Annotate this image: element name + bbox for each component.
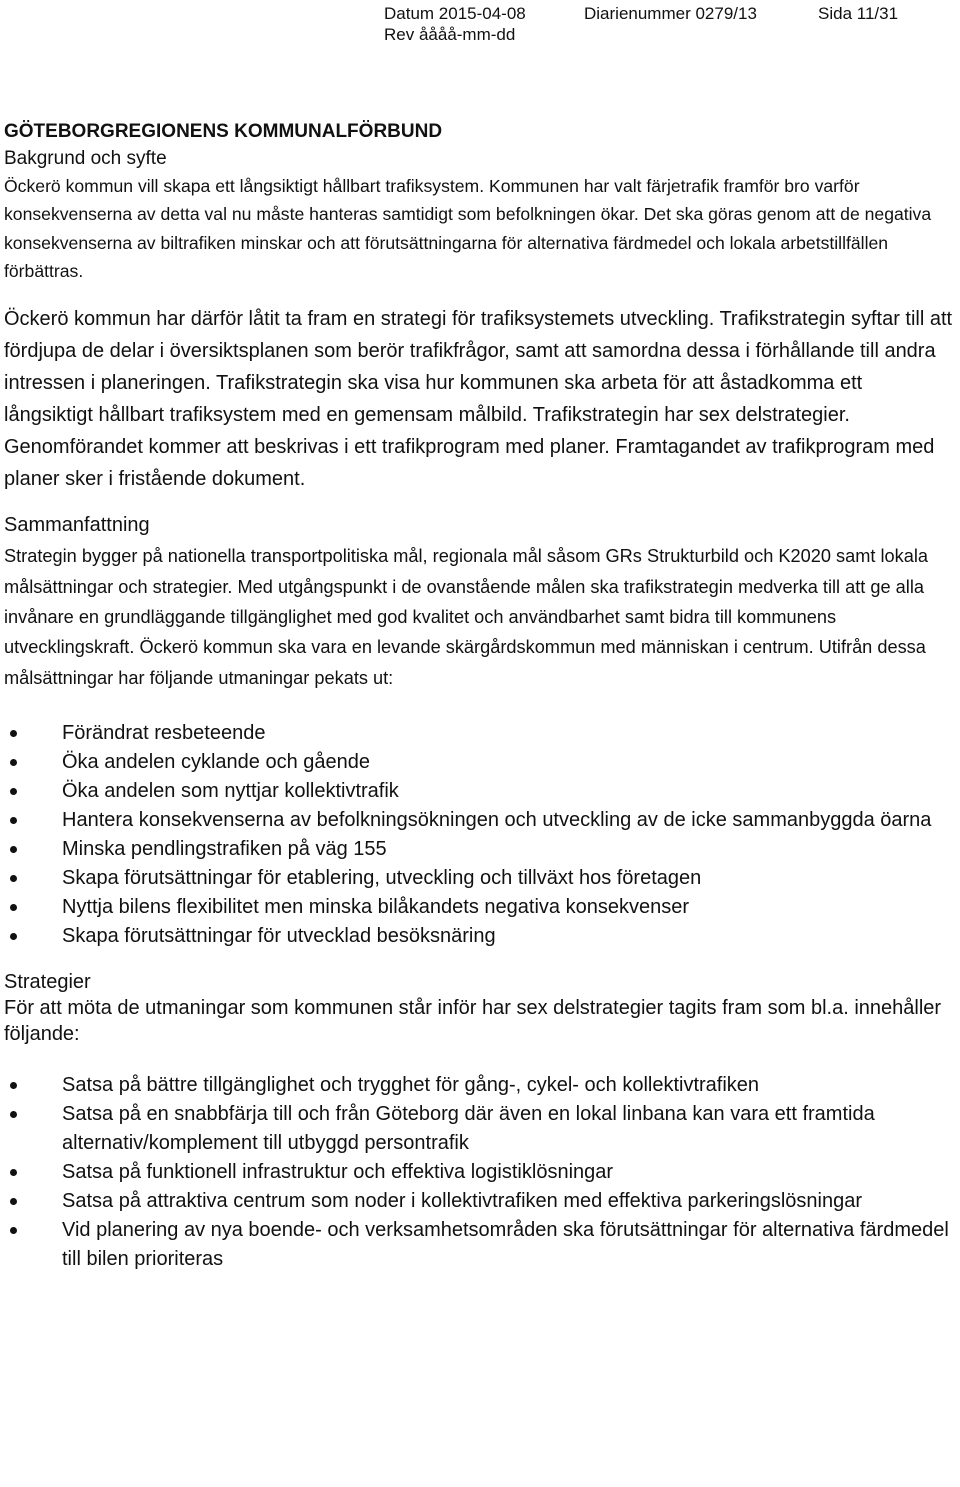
background-paragraph-1: Öckerö kommun vill skapa ett långsiktigt hållbart trafiksystem. Kommunen har valt färjetrafik framför bro varför konsekvenserna av detta val nu måste hanteras samtidigt som befolkningen ökar. Det ska göras genom att de negativa konsekvenserna av biltrafiken minskar och att förutsättningarna för alternativa färdmedel och lokala arbetstillfällen förbättras. — [4, 176, 932, 281]
list-item: Satsa på bättre tillgänglighet och trygghet för gång-, cykel- och kollektivtrafiken — [4, 1071, 956, 1100]
list-item: Skapa förutsättningar för etablering, utveckling och tillväxt hos företagen — [4, 864, 956, 893]
header-revision: Rev åååå-mm-dd — [384, 25, 516, 44]
header-date: Datum 2015-04-08 — [384, 4, 526, 23]
document-body — [4, 118, 956, 1274]
challenges-list — [4, 719, 956, 951]
strategies-list — [4, 1071, 956, 1274]
summary-heading: Sammanfattning — [4, 514, 150, 537]
list-item: Satsa på attraktiva centrum som noder i kollektivtrafiken med effektiva parkeringslösningar — [4, 1187, 956, 1216]
list-item: Vid planering av nya boende- och verksamhetsområden ska förutsättningar för alternativa färdmedel till bilen prioriteras — [4, 1216, 956, 1274]
list-item: Förändrat resbeteende — [4, 719, 956, 748]
background-paragraph-2: Öckerö kommun har därför låtit ta fram en strategi för trafiksystemets utveckling. Trafikstrategin syftar till att fördjupa de delar i översiktsplanen som berör trafikfrågor, samt att samordna dessa i förhållande till andra intressen i planeringen. Trafikstrategin ska visa hur kommunen ska arbeta för att åstadkomma ett långsiktigt hållbart trafiksystem med en gemensam målbild. Trafikstrategin har sex delstrategier. Genomförandet kommer att beskrivas i ett trafikprogram med planer. Framtagandet av trafikprogram med planer sker i fristående dokument. — [4, 308, 953, 491]
header-page-number: Sida 11/31 — [818, 4, 899, 23]
organization-name: GÖTEBORGREGIONENS KOMMUNALFÖRBUND — [4, 121, 443, 142]
strategies-intro: För att möta de utmaningar som kommunen står inför har sex delstrategier tagits fram som bl.a. innehåller följande: — [4, 997, 942, 1046]
list-item: Minska pendlingstrafiken på väg 155 — [4, 835, 956, 864]
list-item: Satsa på en snabbfärja till och från Göteborg där även en lokal linbana kan vara ett framtida alternativ/komplement till utbyggd persontrafik — [4, 1100, 956, 1158]
page-header — [0, 2, 960, 46]
list-item: Nyttja bilens flexibilitet men minska bilåkandets negativa konsekvenser — [4, 893, 956, 922]
list-item: Satsa på funktionell infrastruktur och effektiva logistiklösningar — [4, 1158, 956, 1187]
list-item: Öka andelen cyklande och gående — [4, 748, 956, 777]
list-item: Öka andelen som nyttjar kollektivtrafik — [4, 777, 956, 806]
strategies-heading: Strategier — [4, 971, 91, 994]
background-heading: Bakgrund och syfte — [4, 148, 167, 169]
list-item: Skapa förutsättningar för utvecklad besöksnäring — [4, 922, 956, 951]
list-item: Hantera konsekvenserna av befolkningsökningen och utveckling av de icke sammanbyggda öarna — [4, 806, 956, 835]
summary-paragraph: Strategin bygger på nationella transportpolitiska mål, regionala mål såsom GRs Strukturbild och K2020 samt lokala målsättningar och strategier. Med utgångspunkt i de ovanstående målen ska trafikstrategin medverka till att ge alla invånare en grundläggande tillgänglighet med god kvalitet och användbarhet samt bidra till kommunens utvecklingskraft. Öckerö kommun ska vara en levande skärgårdskommun med människan i centrum. Utifrån dessa målsättningar har följande utmaningar pekats ut: — [4, 546, 928, 688]
header-diarienummer: Diarienummer 0279/13 — [584, 4, 757, 23]
